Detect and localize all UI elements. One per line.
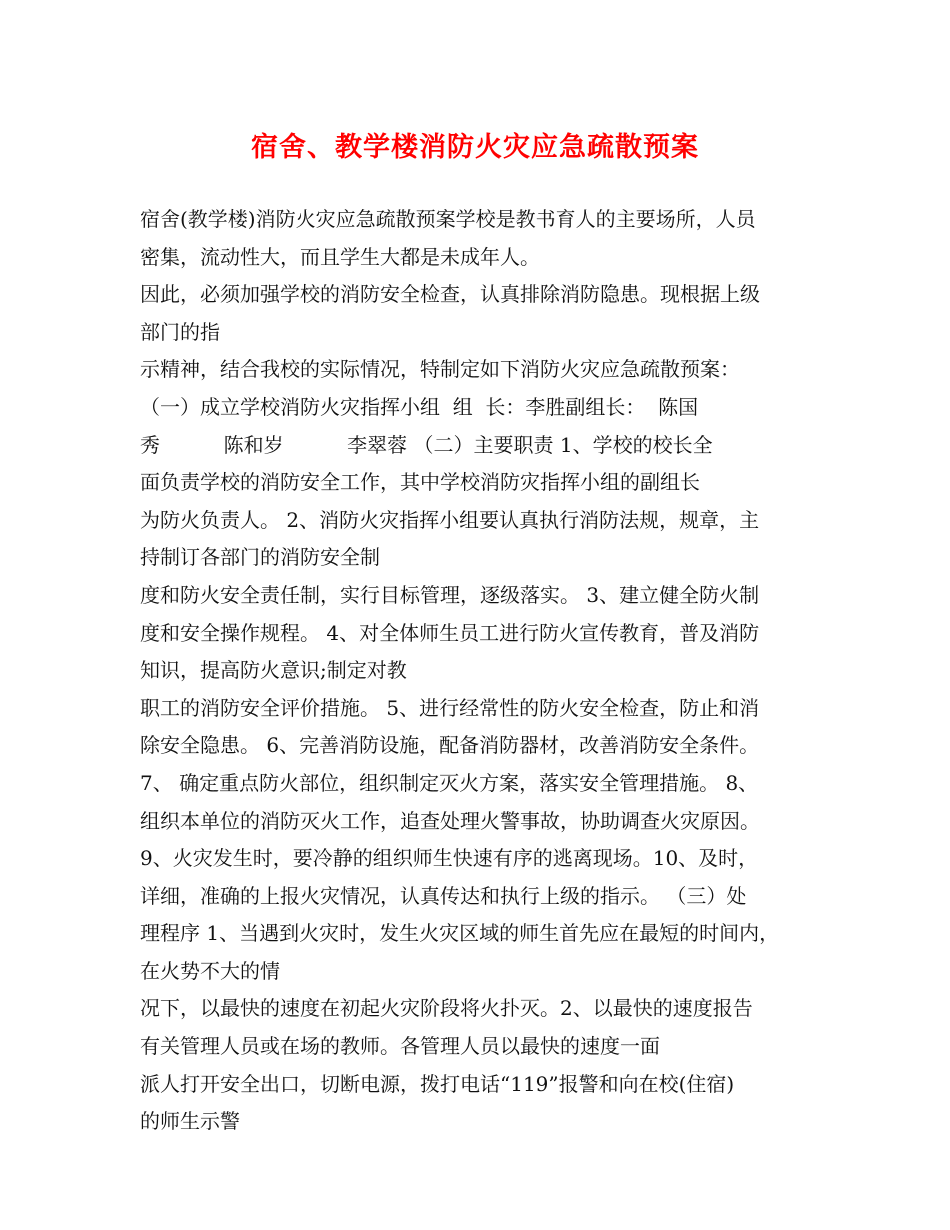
body-line: 7、 确定重点防火部位，组织制定灭火方案，落实安全管理措施。 8、 [140,770,759,795]
body-line: 的师生示警 [140,1109,240,1134]
body-line: 详细，准确的上报火灾情况，认真传达和执行上级的指示。 （三）处 [140,883,747,908]
body-line: 度和防火安全责任制，实行目标管理，逐级落实。 3、建立健全防火制 [140,582,760,607]
body-line: 面负责学校的消防安全工作，其中学校消防灾指挥小组的副组长 [140,470,700,495]
body-line: 密集，流动性大，而且学生大都是未成年人。 [140,244,540,269]
body-line: 在火势不大的情 [140,958,280,983]
body-line: 知识，提高防火意识;制定对教 [140,658,407,683]
body-line: 为防火负责人。 2、消防火灾指挥小组要认真执行消防法规，规章，主 [140,507,760,532]
body-line: 派人打开安全出口，切断电源，拨打电话“119”报警和向在校(住宿) [140,1071,735,1096]
body-line: （一）成立学校消防火灾指挥小组 组 长：李胜副组长： 陈国 [140,394,699,419]
body-line: 秀 陈和岁 李翠蓉 （二）主要职责 1、学校的校长全 [140,432,713,457]
body-line: 示精神，结合我校的实际情况，特制定如下消防火灾应急疏散预案： [140,357,740,382]
body-line: 度和安全操作规程。 4、对全体师生员工进行防火宣传教育，普及消防 [140,620,760,645]
body-line: 有关管理人员或在场的教师。各管理人员以最快的速度一面 [140,1034,660,1059]
body-line: 况下，以最快的速度在初起火灾阶段将火扑灭。2、以最快的速度报告 [140,996,753,1021]
body-line: 因此，必须加强学校的消防安全检查，认真排除消防隐患。现根据上级 [140,282,760,307]
body-line: 组织本单位的消防灭火工作，追查处理火警事故，协助调查火灾原因。 [140,808,760,833]
body-line: 9、火灾发生时，要冷静的组织师生快速有序的逃离现场。10、及时， [140,846,759,871]
document-title: 宿舍、教学楼消防火灾应急疏散预案 [251,132,699,163]
body-line: 宿舍(教学楼)消防火灾应急疏散预案学校是教书育人的主要场所，人员 [140,207,756,231]
body-line: 职工的消防安全评价措施。 5、进行经常性的防火安全检查，防止和消 [140,695,760,720]
body-line: 除安全隐患。 6、完善消防设施，配备消防器材，改善消防安全条件。 [140,733,760,758]
body-line: 理程序 1、当遇到火灾时，发生火灾区域的师生首先应在最短的时间内， [140,921,780,946]
document-body [140,201,830,1141]
body-line: 部门的指 [140,319,220,344]
body-line: 持制订各部门的消防安全制 [140,545,380,570]
